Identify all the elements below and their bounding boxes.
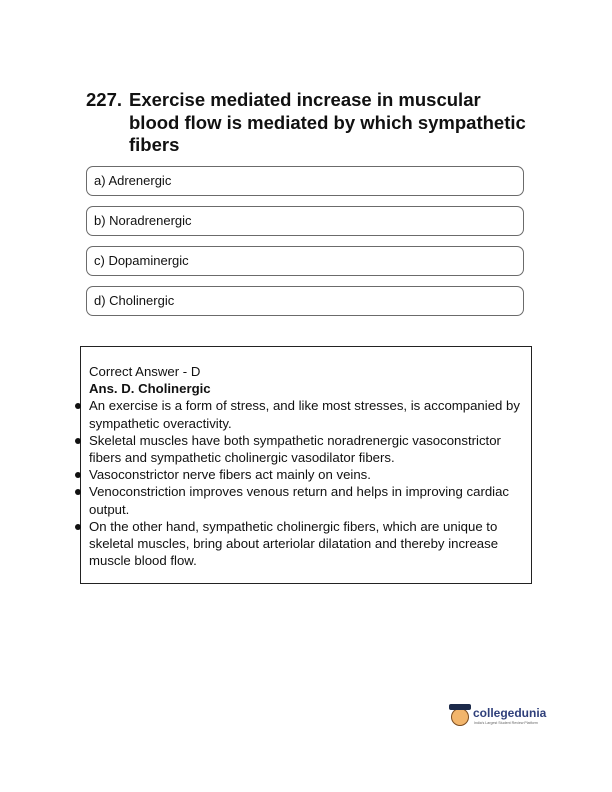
bullet-text: Vasoconstrictor nerve fibers act mainly on veins.	[89, 467, 371, 483]
logo-name: collegedunia	[473, 706, 547, 720]
bullet-dot-icon	[75, 403, 81, 409]
explanation-bullet	[89, 432, 525, 466]
explanation-bullet	[89, 518, 525, 570]
bullet-text: An exercise is a form of stress, and like most stresses, is accompanied by sympathetic overactivity.	[89, 398, 520, 431]
question	[86, 89, 526, 157]
logo-tagline: India's Largest Student Review Platform	[474, 721, 538, 725]
bullet-dot-icon	[75, 489, 81, 495]
option-d[interactable]: d) Cholinergic	[86, 286, 524, 316]
bullet-dot-icon	[75, 472, 81, 478]
graduation-cap-icon	[449, 704, 471, 710]
explanation-bullet	[89, 466, 525, 483]
question-number: 227.	[86, 89, 123, 110]
explanation-bullet	[89, 397, 525, 431]
answer-box	[80, 346, 532, 584]
bullet-dot-icon	[75, 524, 81, 530]
correct-answer-line: Correct Answer - D	[89, 364, 201, 379]
answer-title: Ans. D. Cholinergic	[89, 381, 211, 397]
student-mascot-icon	[451, 708, 469, 726]
bullet-text: Skeletal muscles have both sympathetic noradrenergic vasoconstrictor fibers and sympathetic cholinergic vasodilator fibers.	[89, 432, 501, 466]
collegedunia-logo	[451, 704, 547, 732]
bullet-dot-icon	[75, 438, 81, 444]
question-text: Exercise mediated increase in muscular blood flow is mediated by which sympathetic fibers	[129, 89, 526, 155]
bullet-text: Venoconstriction improves venous return and helps in improving cardiac output.	[89, 484, 510, 517]
option-c[interactable]: c) Dopaminergic	[86, 246, 524, 276]
option-b[interactable]: b) Noradrenergic	[86, 206, 524, 236]
explanation-bullet	[89, 483, 525, 517]
bullet-text: On the other hand, sympathetic cholinergic fibers, which are unique to skeletal muscles, bring about arteriolar dilatation and thereby increase muscle blood flow.	[89, 518, 499, 569]
option-a[interactable]: a) Adrenergic	[86, 166, 524, 196]
